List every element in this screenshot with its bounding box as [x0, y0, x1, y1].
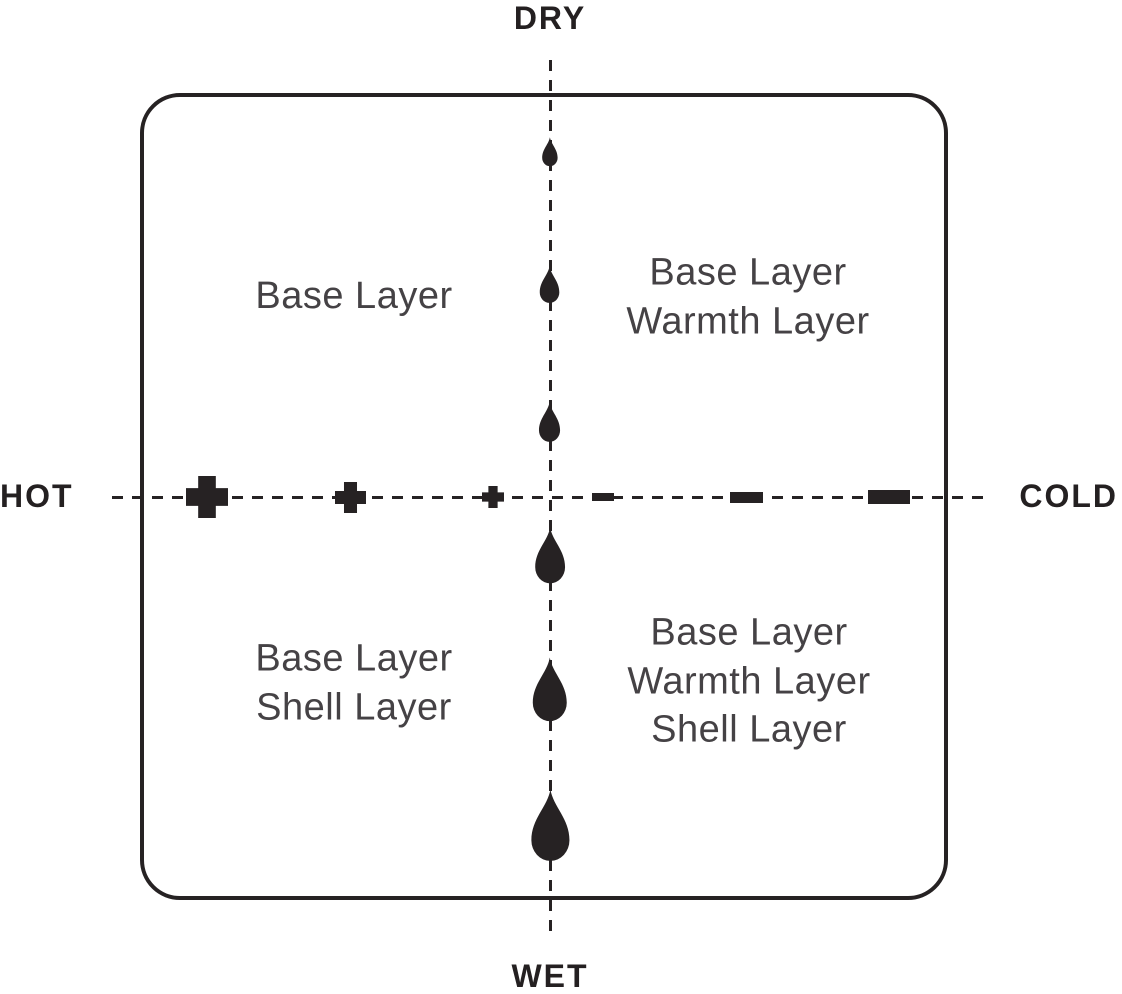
- layer-label: Base Layer: [255, 274, 453, 317]
- water-droplet-icon: [537, 266, 562, 304]
- water-droplet-icon: [531, 527, 569, 585]
- minus-icon: [592, 493, 614, 501]
- water-droplet-icon: [526, 789, 575, 863]
- layer-label: Base Layer: [649, 251, 847, 294]
- layer-label: Base Layer: [255, 637, 453, 680]
- axis-label-dry: DRY: [513, 0, 587, 36]
- minus-icon: [868, 490, 910, 504]
- layer-label: Shell Layer: [256, 686, 452, 728]
- layer-label: Base Layer: [650, 611, 848, 654]
- axis-label-wet: WET: [511, 958, 589, 994]
- water-droplet-icon: [536, 402, 563, 443]
- water-droplet-icon: [540, 137, 560, 167]
- layer-label: Warmth Layer: [627, 659, 871, 702]
- axis-label-cold: COLD: [1019, 477, 1118, 514]
- minus-icon: [730, 492, 763, 503]
- layer-label: Shell Layer: [651, 708, 847, 751]
- plus-icon: [482, 486, 504, 508]
- water-droplet-icon: [528, 657, 572, 723]
- axis-label-hot: HOT: [0, 477, 74, 514]
- layer-label: Warmth Layer: [626, 300, 870, 342]
- plus-icon: [335, 482, 366, 513]
- plus-icon: [186, 476, 228, 518]
